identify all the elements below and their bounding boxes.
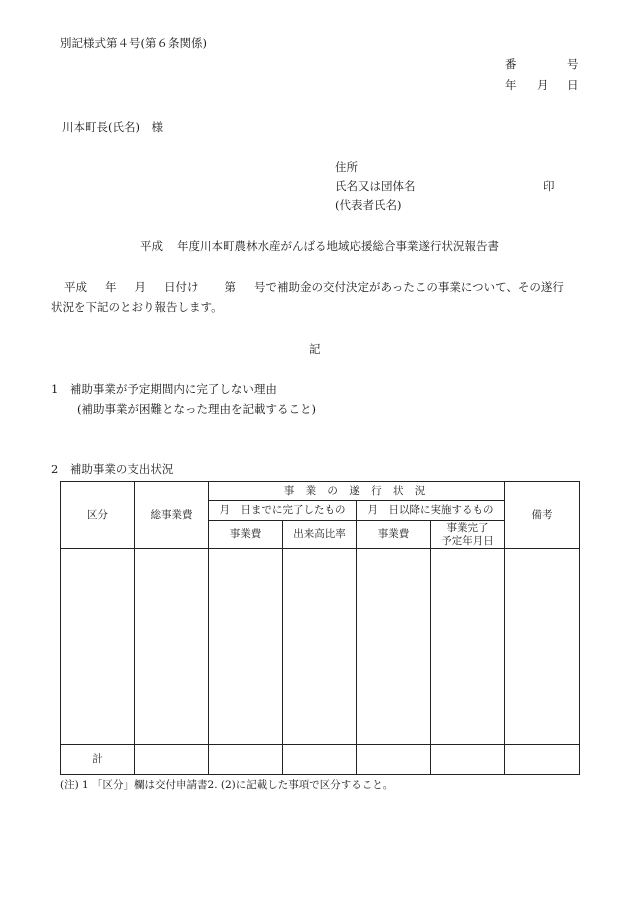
address-label: 住所 [335, 160, 358, 174]
header-kubun: 区分 [61, 482, 135, 549]
header-completed-by: 月 日までに完了したもの [209, 501, 357, 521]
section1-note: (補助事業が困難となった理由を記載すること) [77, 402, 316, 416]
header-total-cost: 総事業費 [135, 482, 209, 549]
title-text: 年度川本町農林水産がんばる地域応援総合事業遂行状況報告書 [177, 239, 499, 253]
addressee: 川本町長(氏名) 様 [62, 120, 163, 134]
header-progress-rate: 出来高比率 [283, 521, 357, 549]
body-line-2: 状況を下記のとおり報告します。 [51, 300, 223, 314]
header-implemented-after: 月 日以降に実施するもの [357, 501, 505, 521]
total-cell-completion-date[interactable] [431, 745, 505, 775]
header-progress-status: 事 業 の 遂 行 状 況 [209, 482, 505, 501]
footnote: (注) 1 「区分」欄は交付申請書2. (2)に記載した事項で区分すること。 [60, 779, 394, 791]
expenditure-table [60, 481, 580, 775]
header-remarks: 備考 [505, 482, 580, 549]
header-cost-completed: 事業費 [209, 521, 283, 549]
header-cost-planned: 事業費 [357, 521, 431, 549]
total-cell-cost-completed[interactable] [209, 745, 283, 775]
table-row [61, 549, 580, 745]
doc-number-go: 号 [567, 57, 579, 71]
body-line-1: 平成 年 月 日付け 第 号で補助金の交付決定があったこの事業について、その遂行 [64, 280, 564, 294]
total-cell-cost-planned[interactable] [357, 745, 431, 775]
doc-number-ban: 番 [505, 57, 517, 71]
report-title [140, 241, 499, 253]
ki-mark: 記 [309, 342, 321, 356]
name-label: 氏名又は団体名 [335, 179, 416, 193]
date-year: 年 [505, 78, 517, 92]
cell-kubun[interactable] [61, 549, 135, 745]
date-month: 月 [537, 78, 549, 92]
title-era: 平成 [140, 239, 163, 253]
form-id: 別記様式第４号(第６条関係) [60, 36, 207, 50]
cell-cost-completed[interactable] [209, 549, 283, 745]
total-cell-progress-rate[interactable] [283, 745, 357, 775]
section2-heading: 2 補助事業の支出状況 [51, 462, 174, 476]
seal-mark: 印 [543, 179, 555, 193]
total-cell-total-cost[interactable] [135, 745, 209, 775]
cell-completion-date[interactable] [431, 549, 505, 745]
header-completion-date: 事業完了 予定年月日 [431, 521, 505, 549]
cell-remarks[interactable] [505, 549, 580, 745]
section1-heading: 1 補助事業が予定期間内に完了しない理由 [51, 382, 277, 396]
total-row-label: 計 [61, 745, 135, 775]
table-total-row [61, 745, 580, 775]
total-cell-remarks[interactable] [505, 745, 580, 775]
cell-progress-rate[interactable] [283, 549, 357, 745]
representative-label: (代表者氏名) [335, 198, 402, 212]
cell-total-cost[interactable] [135, 549, 209, 745]
date-day: 日 [567, 78, 579, 92]
cell-cost-planned[interactable] [357, 549, 431, 745]
